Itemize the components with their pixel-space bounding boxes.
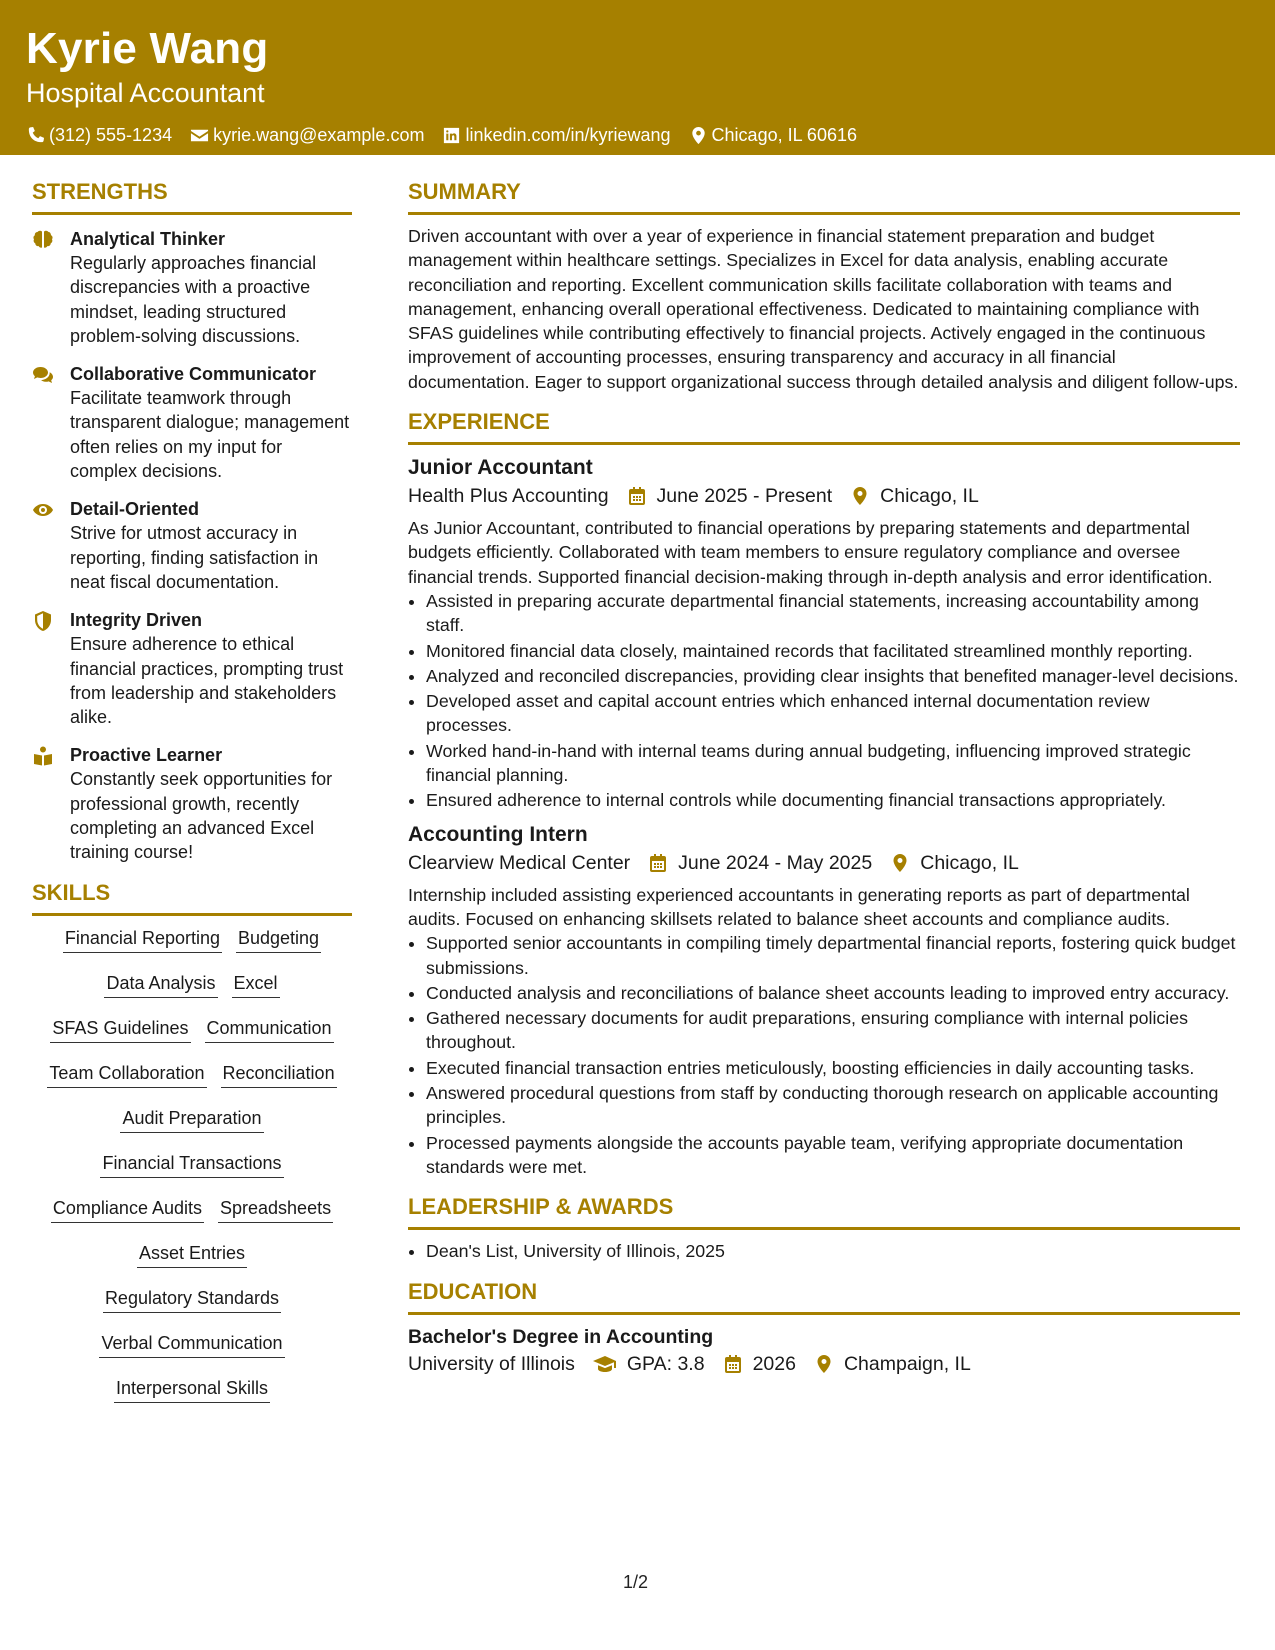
bullet-item: • Processed payments alongside the accounts payable team, verifying appropriate documentation standards were met. xyxy=(426,1131,1240,1180)
map-pin-icon xyxy=(890,853,910,873)
awards-list xyxy=(408,1239,1240,1263)
map-pin-icon xyxy=(814,1354,834,1374)
job-title: Accounting Intern xyxy=(408,822,588,846)
job-title: Junior Accountant xyxy=(408,456,593,480)
job-meta xyxy=(408,849,1240,877)
awards-heading: LEADERSHIP & AWARDS xyxy=(408,1193,1240,1230)
skill-tag: Compliance Audits xyxy=(51,1196,204,1223)
calendar-icon xyxy=(627,486,647,506)
phone-text: (312) 555-1234 xyxy=(49,125,173,145)
bullet-item: • Conducted analysis and reconciliations of balance sheet accounts leading to improved entry accuracy. xyxy=(426,981,1240,1005)
job-description: As Junior Accountant, contributed to financial operations by preparing statements and departmental budgets efficiently. Collaborated with team members to ensure regulatory compliance and oversee financial trends. Supported financial decision-making through in-depth analysis and error identification. xyxy=(408,518,1213,587)
experience-heading: EXPERIENCE xyxy=(408,408,1240,445)
phone-icon xyxy=(26,126,45,145)
strength-item xyxy=(32,497,352,594)
summary-heading: SUMMARY xyxy=(408,178,1240,215)
left-column xyxy=(32,178,352,1421)
skills-heading: SKILLS xyxy=(32,879,352,916)
skill-tag: Excel xyxy=(232,971,280,998)
bullet-item: • Gathered necessary documents for audit preparations, ensuring compliance with internal policies throughout. xyxy=(426,1006,1240,1055)
degree-title: Bachelor's Degree in Accounting xyxy=(408,1325,714,1348)
map-pin-icon xyxy=(850,486,870,506)
strength-description: Ensure adherence to ethical financial practices, prompting trust from leadership and stakeholders alike. xyxy=(70,634,344,728)
resume-header xyxy=(0,0,1275,155)
company-name: Clearview Medical Center xyxy=(408,851,631,874)
skill-tag: Verbal Communication xyxy=(99,1331,284,1358)
bullet-item: • Worked hand-in-hand with internal teams during annual budgeting, influencing improved strategic financial planning. xyxy=(426,739,1240,788)
education-heading: EDUCATION xyxy=(408,1278,1240,1315)
skill-tag: Budgeting xyxy=(236,926,321,953)
comments-icon xyxy=(32,364,54,386)
bullet-item: • Supported senior accountants in compiling timely departmental financial reports, fostering quick budget submissions. xyxy=(426,931,1240,980)
shield-icon xyxy=(32,610,54,632)
award-item: • Dean's List, University of Illinois, 2025 xyxy=(426,1239,1240,1263)
strength-title: Analytical Thinker xyxy=(70,229,226,249)
strength-description: Facilitate teamwork through transparent dialogue; management often relies on my input for complex decisions. xyxy=(70,388,350,482)
job-bullets xyxy=(408,931,1240,1179)
strength-description: Strive for utmost accuracy in reporting, finding satisfaction in neat fiscal documentation. xyxy=(70,523,319,592)
summary-text: Driven accountant with over a year of experience in financial statement preparation and budget management within healthcare settings. Specializes in Excel for data analysis, enabling accurate reconciliation and reporting. Excellent communication skills facilitate collaboration with teams and management, enhancing overall operational effectiveness. Dedicated to maintaining compliance with SFAS guidelines while contributing effectively to financial projects. Actively engaged in the continuous improvement of accounting processes, ensuring transparency and accuracy in all financial documentation. Eager to support organizational success through detailed analysis and diligent follow-ups. xyxy=(408,226,1239,392)
job-dates: June 2025 - Present xyxy=(656,485,833,508)
strength-title: Detail-Oriented xyxy=(70,499,200,520)
strength-title: Collaborative Communicator xyxy=(70,364,317,385)
skill-tag: Data Analysis xyxy=(104,971,217,998)
job-bullets xyxy=(408,589,1240,813)
bullet-item: • Monitored financial data closely, maintained records that facilitated streamlined monthly reporting. xyxy=(426,639,1240,663)
candidate-title: Hospital Accountant xyxy=(26,78,265,108)
education-location: Champaign, IL xyxy=(843,1352,971,1375)
skill-tag: Financial Reporting xyxy=(63,926,222,953)
job-location: Chicago, IL xyxy=(880,485,979,508)
location-text: Chicago, IL 60616 xyxy=(711,125,857,145)
graduation-year: 2026 xyxy=(752,1352,796,1375)
job-meta xyxy=(408,482,1240,510)
linkedin-icon xyxy=(442,126,461,145)
contact-email[interactable] xyxy=(190,123,424,147)
skill-tag: Team Collaboration xyxy=(47,1061,206,1088)
job-location: Chicago, IL xyxy=(920,851,1019,874)
right-column xyxy=(408,178,1240,1384)
calendar-icon xyxy=(723,1354,743,1374)
school-name: University of Illinois xyxy=(408,1352,575,1375)
bullet-item: • Answered procedural questions from staff by conducting thorough research on applicable accounting principles. xyxy=(426,1081,1240,1130)
book-reader-icon xyxy=(32,745,54,767)
strengths-heading: STRENGTHS xyxy=(32,178,352,215)
education-meta xyxy=(408,1350,1240,1378)
skill-tag: Reconciliation xyxy=(221,1061,337,1088)
experience-entry xyxy=(408,821,1240,1180)
strength-item xyxy=(32,608,352,729)
email-text: kyrie.wang@example.com xyxy=(213,125,425,145)
contact-linkedin[interactable] xyxy=(442,123,670,147)
candidate-name: Kyrie Wang xyxy=(26,24,269,73)
map-pin-icon xyxy=(689,126,708,145)
job-description: Internship included assisting experienced accountants in generating reports as part of departmental audits. Focused on enhancing skillsets related to balance sheet accounts and compliance audits. xyxy=(408,884,1190,929)
skill-tag: Interpersonal Skills xyxy=(114,1376,270,1403)
contact-phone[interactable] xyxy=(26,123,172,147)
skill-tag: Spreadsheets xyxy=(218,1196,333,1223)
envelope-icon xyxy=(190,126,209,145)
strength-description: Constantly seek opportunities for professional growth, recently completing an advanced Excel training course! xyxy=(70,769,333,863)
skill-tag: SFAS Guidelines xyxy=(50,1016,190,1043)
skill-tag: Regulatory Standards xyxy=(103,1286,281,1313)
experience-entry xyxy=(408,454,1240,813)
skills-list xyxy=(32,926,352,1421)
skill-tag: Communication xyxy=(205,1016,334,1043)
contact-location xyxy=(689,123,857,147)
calendar-icon xyxy=(648,853,668,873)
strength-description: Regularly approaches financial discrepancies with a proactive mindset, leading structured problem-solving discussions. xyxy=(70,253,317,346)
strength-item xyxy=(32,227,352,348)
linkedin-text: linkedin.com/in/kyriewang xyxy=(465,125,671,145)
bullet-item: • Ensured adherence to internal controls while documenting financial transactions appropriately. xyxy=(426,788,1240,812)
skill-tag: Audit Preparation xyxy=(120,1106,263,1133)
gpa-text: GPA: 3.8 xyxy=(626,1352,705,1375)
graduation-cap-icon xyxy=(593,1354,617,1374)
brain-icon xyxy=(32,229,54,251)
contact-bar xyxy=(26,123,1249,147)
job-dates: June 2024 - May 2025 xyxy=(678,851,873,874)
strength-item xyxy=(32,743,352,864)
bullet-item: • Executed financial transaction entries meticulously, boosting efficiencies in daily accounting tasks. xyxy=(426,1056,1240,1080)
strength-title: Integrity Driven xyxy=(70,610,203,631)
skill-tag: Asset Entries xyxy=(137,1241,247,1268)
skill-tag: Financial Transactions xyxy=(100,1151,283,1178)
page-number: 1/2 xyxy=(623,1572,649,1592)
bullet-item: • Developed asset and capital account entries which enhanced internal documentation review processes. xyxy=(426,689,1240,738)
strength-item xyxy=(32,362,352,483)
bullet-item: • Assisted in preparing accurate departmental financial statements, increasing accountability among staff. xyxy=(426,589,1240,638)
strengths-list xyxy=(32,227,352,865)
company-name: Health Plus Accounting xyxy=(408,485,609,508)
bullet-item: • Analyzed and reconciled discrepancies, providing clear insights that benefited manager-level decisions. xyxy=(426,664,1240,688)
strength-title: Proactive Learner xyxy=(70,745,223,766)
eye-icon xyxy=(32,499,54,521)
